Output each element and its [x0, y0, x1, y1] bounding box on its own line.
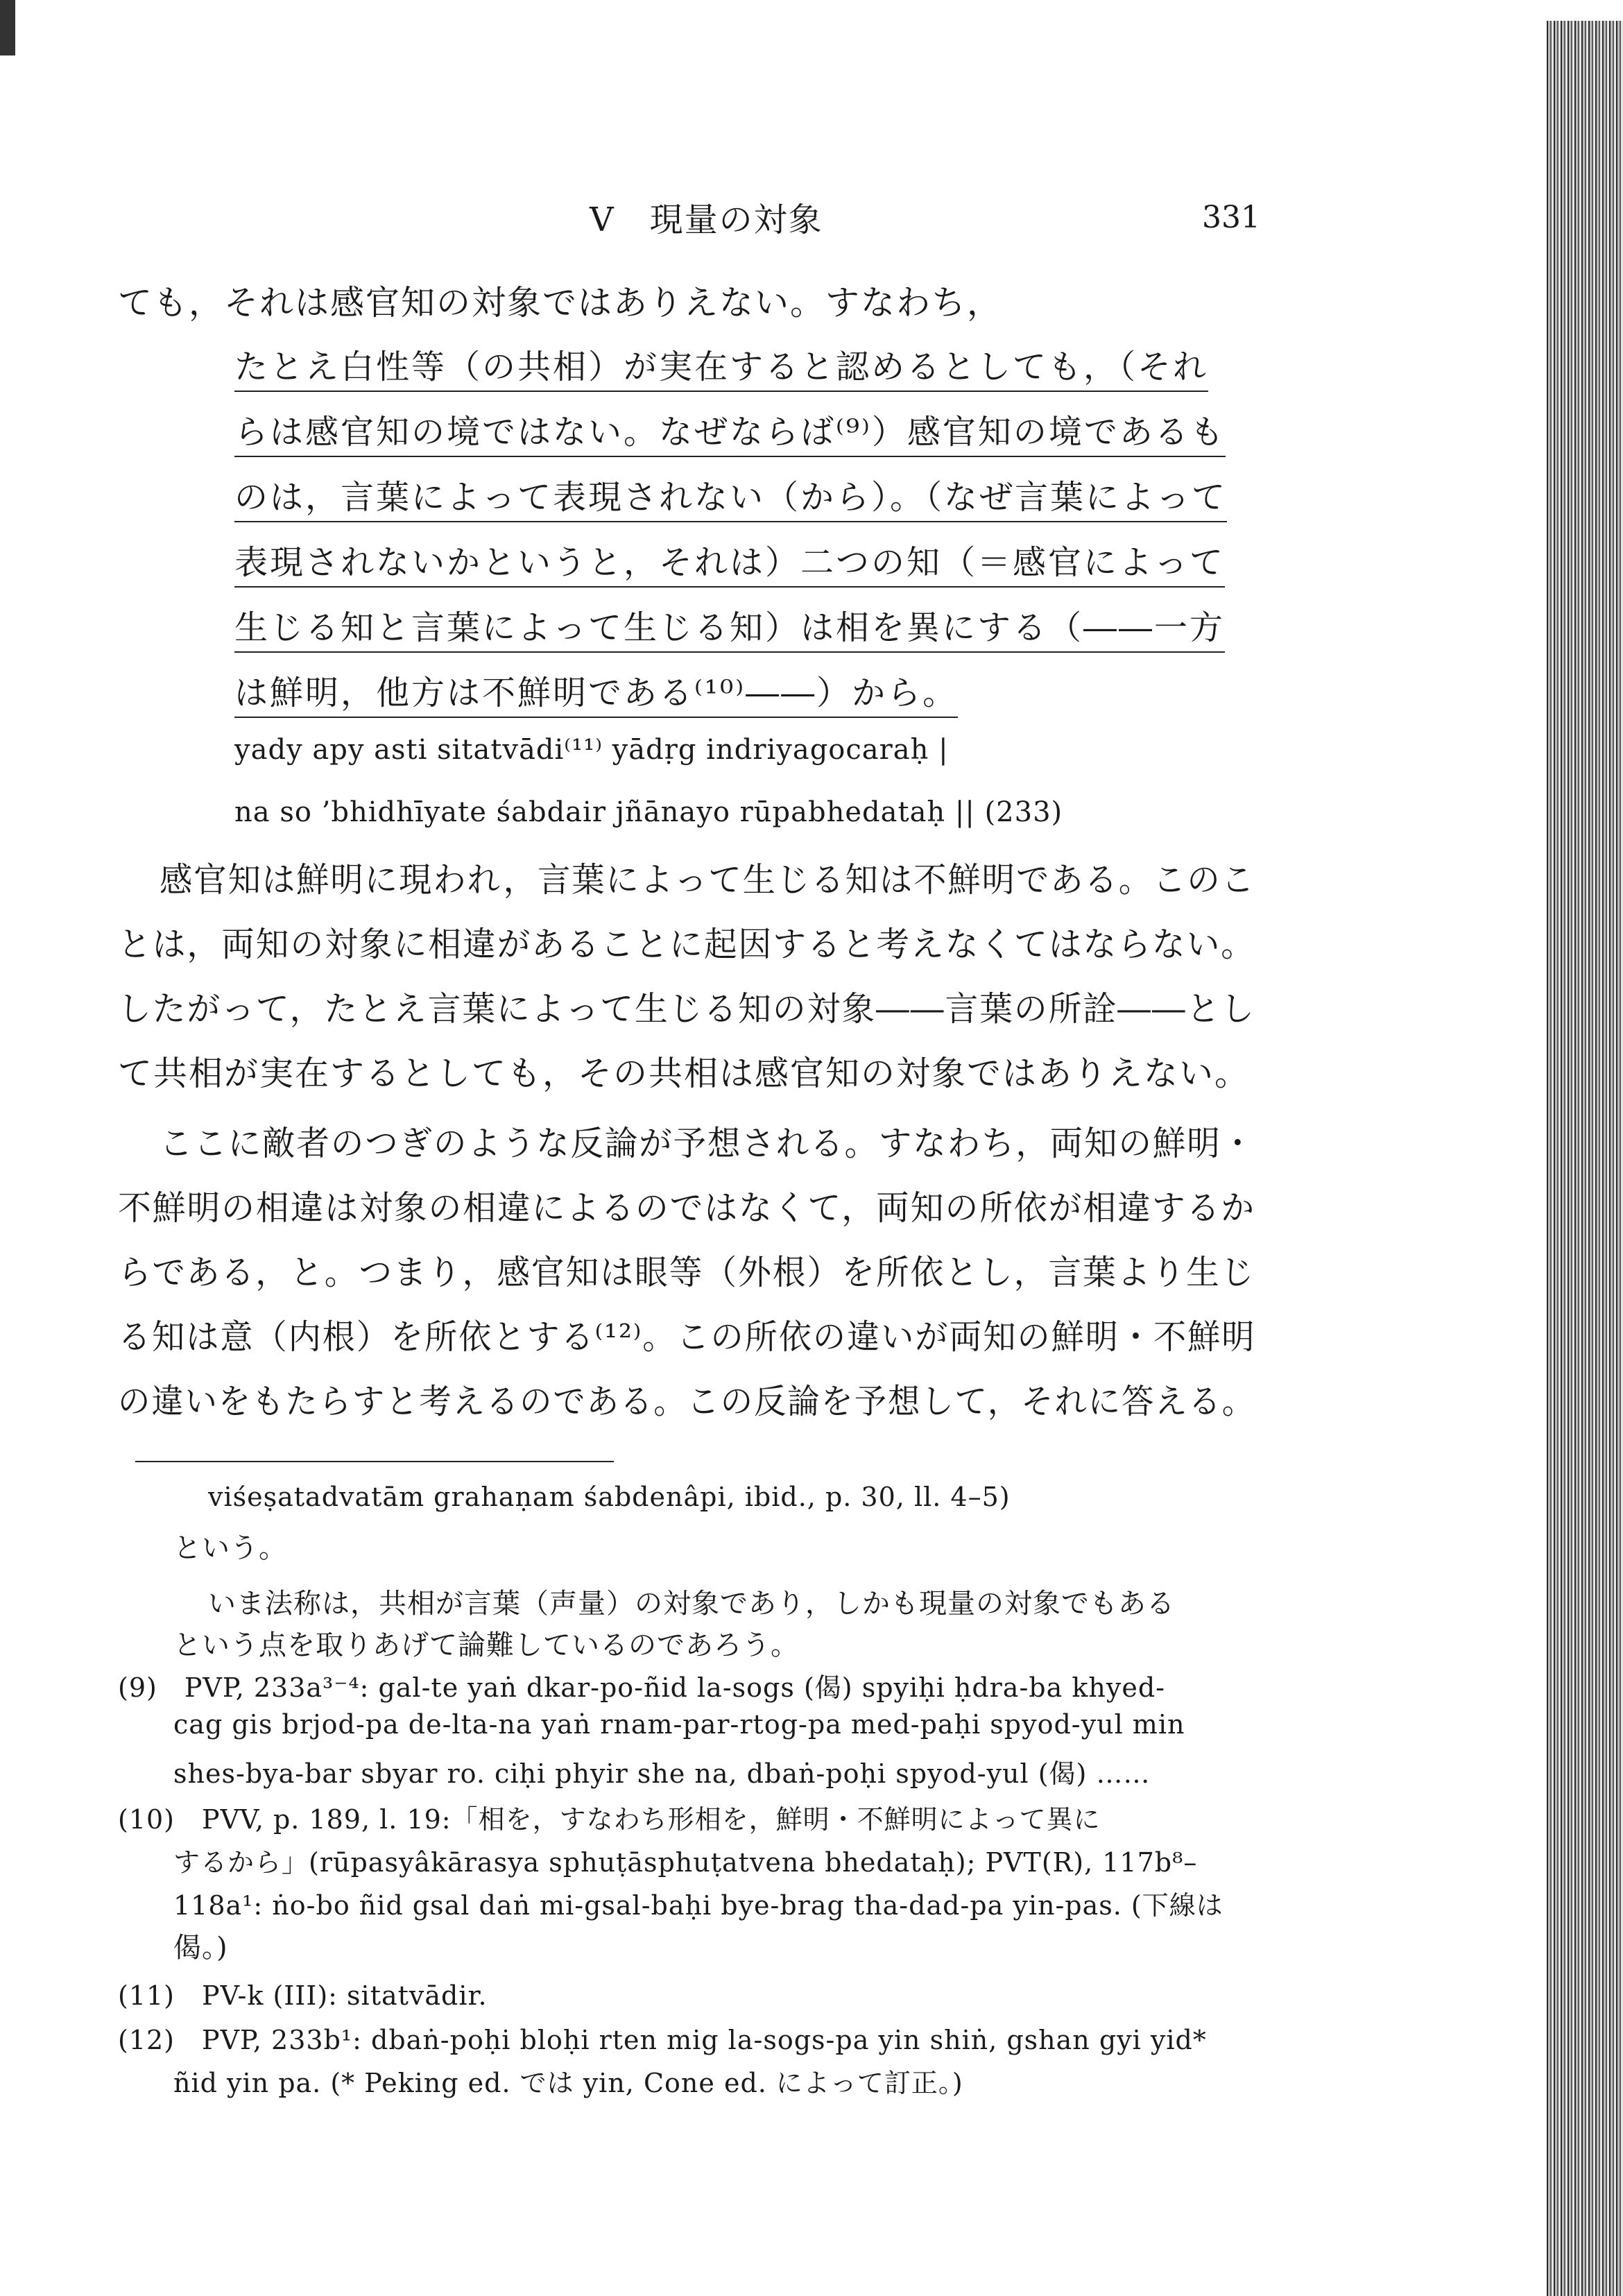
- footnote-line: shes-bya-bar sbyar ro. ciḥi phyir she na, dbaṅ-poḥi spyod-yul (偈) ……: [173, 1758, 1151, 1789]
- footnote-line: (11) PV-k (III): sitatvādir.: [118, 1980, 488, 2011]
- body-line: る知は意（内根）を所依とする⁽¹²⁾。この所依の違いが両知の鮮明・不鮮明: [118, 1317, 1256, 1357]
- footnote-line: cag gis brjod-pa de-lta-na yaṅ rnam-par-rtog-pa med-paḥi spyod-yul min: [173, 1709, 1185, 1740]
- quoted-verse-line: らは感官知の境ではない。なぜならば⁽⁹⁾）感官知の境であるも: [234, 405, 1226, 457]
- sanskrit-verse-line: na so ’bhidhīyate śabdair jñānayo rūpabhedataḥ || (233): [234, 796, 1063, 828]
- footnote-line: 118a¹: ṅo-bo ñid gsal daṅ mi-gsal-baḥi bye-brag tha-dad-pa yin-pas. (下線は: [173, 1890, 1223, 1921]
- body-line: とは，両知の対象に相違があることに起因すると考えなくてはならない。: [118, 925, 1256, 964]
- sanskrit-verse-line: yady apy asti sitatvādi⁽¹¹⁾ yādṛg indriyagocaraḥ |: [234, 734, 949, 766]
- page-header: [0, 193, 1623, 248]
- footnote-line: いま法称は，共相が言葉（声量）の対象であり，しかも現量の対象でもある: [208, 1588, 1175, 1620]
- quoted-verse-line: たとえ白性等（の共相）が実在すると認めるとしても，（それ: [234, 340, 1208, 392]
- quoted-verse-line: 生じる知と言葉によって生じる知）は相を異にする（――一方: [234, 601, 1225, 653]
- quoted-verse-line: 表現されないかというと，それは）二つの知（＝感官によって: [234, 536, 1225, 588]
- body-line: て共相が実在するとしても，その共相は感官知の対象ではありえない。: [118, 1054, 1251, 1093]
- footnote-line: (10) PVV, p. 189, l. 19:「相を，すなわち形相を，鮮明・不鮮明によって異に: [118, 1804, 1101, 1835]
- quoted-verse-line: は鮮明，他方は不鮮明である⁽¹⁰⁾――）から。: [234, 666, 958, 718]
- footnote-line: 偈。): [173, 1932, 228, 1964]
- footnote-line: するから」(rūpasyâkārasya sphuṭāsphuṭatvena bhedataḥ); PVT(R), 117b⁸–: [173, 1847, 1198, 1878]
- footnote-line: (9) PVP, 233a³⁻⁴: gal-te yaṅ dkar-po-ñid la-sogs (偈) spyiḥi ḥdra-ba khyed-: [118, 1672, 1165, 1703]
- footnote-line: viśeṣatadvatām grahaṇam śabdenâpi, ibid., p. 30, ll. 4–5): [208, 1482, 1011, 1512]
- body-line: らである，と。つまり，感官知は眼等（外根）を所依とし，言葉より生じ: [118, 1253, 1255, 1292]
- body-line: 不鮮明の相違は対象の相違によるのではなくて，両知の所依が相違するか: [118, 1188, 1256, 1228]
- body-line: ても，それは感官知の対象ではありえない。すなわち，: [118, 283, 1003, 323]
- footnote-rule: [135, 1461, 614, 1462]
- footnote-line: ñid yin pa. (* Peking ed. では yin, Cone ed. によって訂正。): [173, 2068, 963, 2098]
- body-line: したがって，たとえ言葉によって生じる知の対象――言葉の所詮――とし: [118, 989, 1256, 1029]
- page-corner-shadow: [0, 0, 15, 55]
- body-line: の違いをもたらすと考えるのである。この反論を予想して，それに答える。: [118, 1382, 1256, 1421]
- body-line: ここに敵者のつぎのような反論が予想される。すなわち，両知の鮮明・: [160, 1124, 1256, 1163]
- quoted-verse-line: のは，言葉によって表現されない（から）。（なぜ言葉によって: [234, 470, 1227, 522]
- book-page-edges: [1547, 21, 1623, 2296]
- footnote-line: という点を取りあげて論難しているのであろう。: [173, 1629, 799, 1661]
- running-head: V 現量の対象: [590, 200, 823, 239]
- body-line: 感官知は鮮明に現われ，言葉によって生じる知は不鮮明である。このこ: [160, 860, 1255, 900]
- footnote-line: という。: [173, 1532, 287, 1564]
- page-number: 331: [1202, 200, 1260, 235]
- footnote-line: (12) PVP, 233b¹: dbaṅ-poḥi bloḥi rten mig la-sogs-pa yin shiṅ, gshan gyi yid*: [118, 2025, 1207, 2055]
